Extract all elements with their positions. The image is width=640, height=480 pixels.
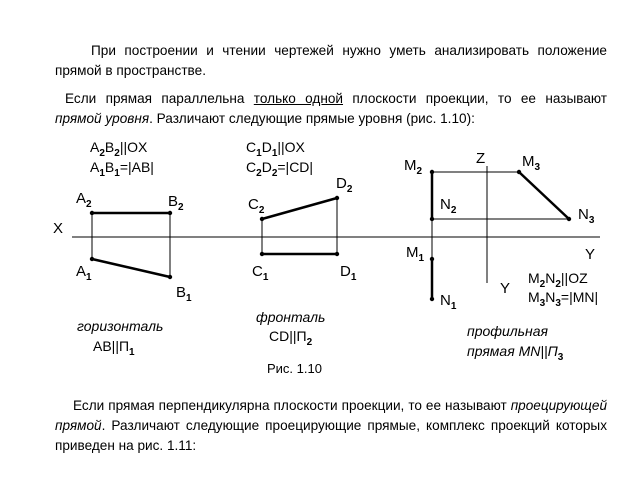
horizontal-name: горизонталь: [77, 318, 164, 334]
label-n2: $N_2$: [440, 196, 457, 216]
label-m1: $M_1$: [406, 244, 425, 264]
label-n3: $N_3$: [578, 206, 595, 226]
point-b1: [168, 275, 172, 279]
axis-z-label: Z: [476, 150, 486, 167]
paragraph-projecting-text-a: Если прямая перпендикулярна плоскости проекции, то ее называют: [73, 398, 511, 413]
segment-c2-d2: [262, 198, 337, 219]
underlined-phrase: только одной: [253, 91, 344, 106]
segment-a1-b1: [92, 259, 170, 277]
horizontal-group: [76, 139, 192, 358]
figure-caption: Рис. 1.10: [267, 361, 322, 376]
point-m3: [517, 170, 521, 174]
horizontal-relation-2: $A_1B_1=|AB|$: [90, 159, 154, 179]
label-b2: $B_2$: [168, 193, 184, 213]
point-n1: [430, 297, 434, 301]
point-c1: [260, 252, 264, 256]
profile-name: профильная: [467, 323, 548, 339]
paragraph-projecting-lines: [55, 396, 607, 456]
frontal-group: [246, 139, 357, 348]
axis-x-label: X: [53, 220, 64, 237]
label-d2: $D_2$: [336, 175, 353, 195]
label-b1: $B_1$: [176, 284, 192, 304]
horizontal-formula: $AB||П_1$: [93, 338, 135, 358]
paragraph-projecting-text-b: . Различают следующие проецирующие прямые, комплекс проекций которых приведен на рис. 1.11:: [55, 418, 607, 453]
axis-y-label: Y: [585, 246, 596, 263]
label-n1: $N_1$: [440, 292, 457, 312]
point-a2: [90, 211, 94, 215]
label-m3: $M_3$: [522, 153, 541, 173]
paragraph-level-text-a: Если прямая параллельна: [65, 91, 254, 106]
frontal-relation-1: $C_1D_1||OX$: [246, 139, 305, 159]
label-d1: $D_1$: [340, 263, 357, 283]
profile-group: [404, 153, 598, 363]
axis-y-down-label: Y: [500, 280, 511, 297]
point-a1: [90, 257, 94, 261]
paragraph-level-text-b: плоскости проекции, то ее называют: [343, 91, 608, 106]
point-d1: [335, 252, 339, 256]
italic-term-level-line: прямой уровня: [55, 111, 150, 126]
profile-relation-2: $M_3N_3=|MN|$: [528, 289, 599, 309]
point-c2: [260, 217, 264, 221]
point-n3: [567, 217, 571, 221]
italic-term-projecting-line: проецирующей прямой: [55, 398, 607, 433]
point-m1: [430, 257, 434, 261]
paragraph-intro-text: При построении и чтении чертежей нужно уметь анализировать положение прямой в пространстве.: [55, 43, 607, 78]
segment-m3-n3: [519, 172, 569, 219]
profile-relation-1: $M_2N_2||OZ$: [528, 270, 588, 290]
label-a2: $A_2$: [76, 190, 92, 210]
label-m2: $M_2$: [404, 157, 423, 177]
paragraph-level-text-c: . Различают следующие прямые уровня (рис. 1.10):: [149, 111, 475, 126]
label-c2: $C_2$: [248, 196, 265, 216]
label-c1: $C_1$: [252, 263, 269, 283]
profile-formula: прямая $MN||П_3$: [467, 343, 564, 363]
point-n2: [430, 217, 434, 221]
frontal-name: фронталь: [256, 309, 326, 325]
point-d2: [335, 196, 339, 200]
point-b2: [168, 211, 172, 215]
label-a1: $A_1$: [76, 263, 92, 283]
horizontal-relation-1: $A_2B_2||OX$: [90, 139, 148, 159]
frontal-relation-2: $C_2D_2=|CD|$: [246, 159, 314, 179]
point-m2: [430, 170, 434, 174]
frontal-formula: $CD||П_2$: [269, 328, 313, 348]
